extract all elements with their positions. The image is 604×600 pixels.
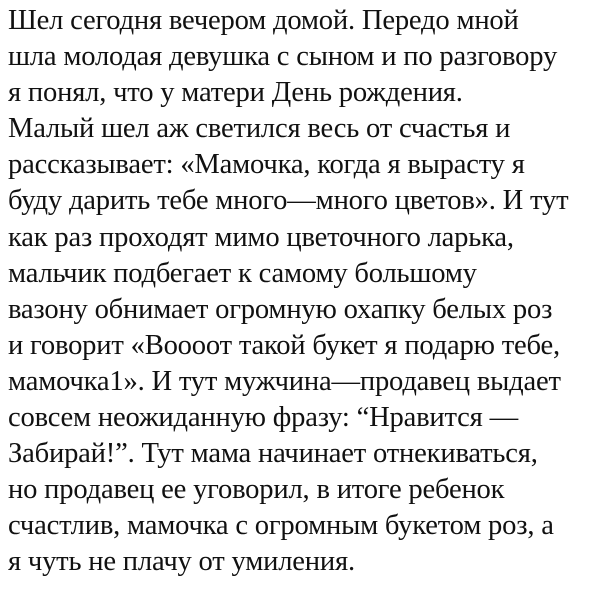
story-line: Малый шел аж светился весь от счастья и	[8, 113, 511, 145]
story-line: я чуть не плачу от умиления.	[8, 546, 355, 578]
story-line: и говорит «Вооoот такой букет я подарю тебе,	[8, 329, 560, 361]
story-line: буду дарить тебе много—много цветов». И тут	[8, 185, 569, 217]
story-line: мамочка1». И тут мужчина—продавец выдает	[8, 365, 561, 397]
story-line: совсем неожиданную фразу: “Нравится —	[8, 402, 518, 434]
story-line: Забирай!”. Тут мама начинает отнекиваться,	[8, 438, 538, 470]
story-line: рассказывает: «Мамочка, когда я вырасту я	[8, 149, 525, 181]
story-line: но продавец ее уговорил, в итоге ребенок	[8, 474, 505, 506]
story-line: как раз проходят мимо цветочного ларька,	[8, 221, 514, 253]
story-line: я понял, что у матери День рождения.	[8, 77, 463, 109]
story-line: счастлив, мамочка с огромным букетом роз, а	[8, 510, 554, 542]
story-line: шла молодая девушка с сыном и по разговору	[8, 41, 558, 73]
story-line: мальчик подбегает к самому большому	[8, 257, 477, 289]
story-text	[8, 3, 600, 581]
story-line: Шел сегодня вечером домой. Передо мной	[8, 5, 519, 36]
story-line: вазону обнимает огромную охапку белых роз	[8, 293, 553, 325]
